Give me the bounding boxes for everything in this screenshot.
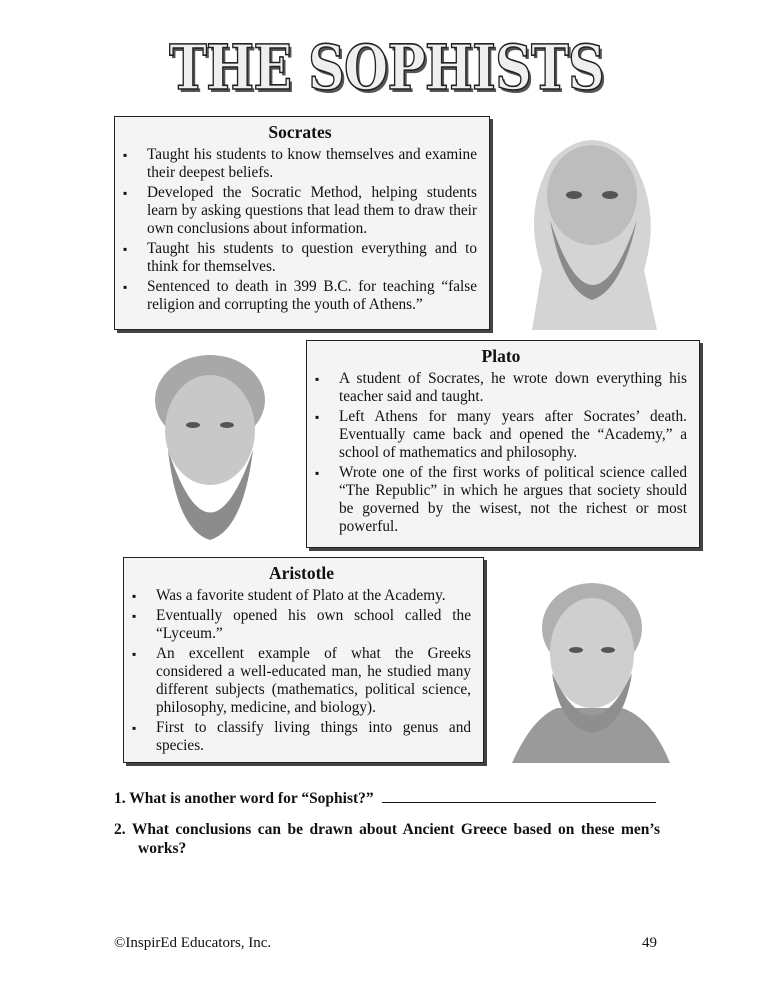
philosopher-name: Aristotle <box>268 563 335 583</box>
fact-item <box>123 278 477 314</box>
fact-text: An excellent example of what the Greeks considered a well-educated man, he studied many different subjects (mathematics, political science, philosophy, medicine, and biology). <box>156 645 471 716</box>
philosopher-name: Socrates <box>268 122 332 142</box>
fact-list <box>123 146 477 314</box>
bullet-icon: ▪ <box>123 280 128 294</box>
fact-item <box>123 146 477 182</box>
fact-item <box>315 464 687 536</box>
fact-item <box>123 184 477 238</box>
socrates-box <box>114 116 490 330</box>
bullet-icon: ▪ <box>132 647 137 661</box>
fact-text: Taught his students to question everything and to think for themselves. <box>147 240 477 275</box>
fact-item <box>132 719 471 755</box>
fact-item <box>132 587 471 605</box>
question-number: 2. <box>114 821 126 838</box>
fact-item <box>315 408 687 462</box>
copyright: ©InspirEd Educators, Inc. <box>114 935 272 951</box>
question-1 <box>114 788 656 808</box>
aristotle-bust-image <box>512 568 670 763</box>
page-title: THE SOPHISTS <box>169 31 604 104</box>
fact-item <box>315 370 687 406</box>
bullet-icon: ▪ <box>123 242 128 256</box>
bullet-icon: ▪ <box>132 589 137 603</box>
fact-text: A student of Socrates, he wrote down everything his teacher said and taught. <box>339 370 687 405</box>
bullet-icon: ▪ <box>315 410 320 424</box>
fact-text: Sentenced to death in 399 B.C. for teaching “false religion and corrupting the youth of Athens.” <box>147 278 477 313</box>
fact-text: Was a favorite student of Plato at the Academy. <box>156 587 446 604</box>
fact-item <box>132 645 471 717</box>
bullet-icon: ▪ <box>123 148 128 162</box>
bullet-icon: ▪ <box>315 372 320 386</box>
fact-list <box>132 587 471 755</box>
fact-item <box>123 240 477 276</box>
fact-text: Developed the Socratic Method, helping students learn by asking questions that lead them to draw their own conclusions about information. <box>147 184 477 237</box>
question-text: What is another word for “Sophist?” <box>129 790 374 807</box>
page-number: 49 <box>642 935 657 951</box>
aristotle-box <box>123 557 484 763</box>
question-2 <box>114 820 660 858</box>
socrates-bust-image <box>512 120 672 330</box>
fact-text: Eventually opened his own school called the “Lyceum.” <box>156 607 471 642</box>
bullet-icon: ▪ <box>123 186 128 200</box>
question-number: 1. <box>114 790 126 807</box>
fact-list <box>315 370 687 536</box>
fact-text: First to classify living things into genus and species. <box>156 719 471 754</box>
fact-item <box>132 607 471 643</box>
bullet-icon: ▪ <box>132 609 137 623</box>
bullet-icon: ▪ <box>315 466 320 480</box>
fact-text: Left Athens for many years after Socrates’ death. Eventually came back and opened the “Academy,” a school of mathematics and philosophy. <box>339 408 687 461</box>
fact-text: Wrote one of the first works of political science called “The Republic” in which he argues that society should be governed by the wisest, not the richest or most powerful. <box>339 464 687 535</box>
question-text: What conclusions can be drawn about Ancient Greece based on these men’s works? <box>131 821 660 857</box>
answer-line[interactable] <box>382 788 656 803</box>
plato-bust-image <box>143 345 277 545</box>
plato-box <box>306 340 700 548</box>
fact-text: Taught his students to know themselves and examine their deepest beliefs. <box>147 146 477 181</box>
philosopher-name: Plato <box>481 346 521 366</box>
bullet-icon: ▪ <box>132 721 137 735</box>
